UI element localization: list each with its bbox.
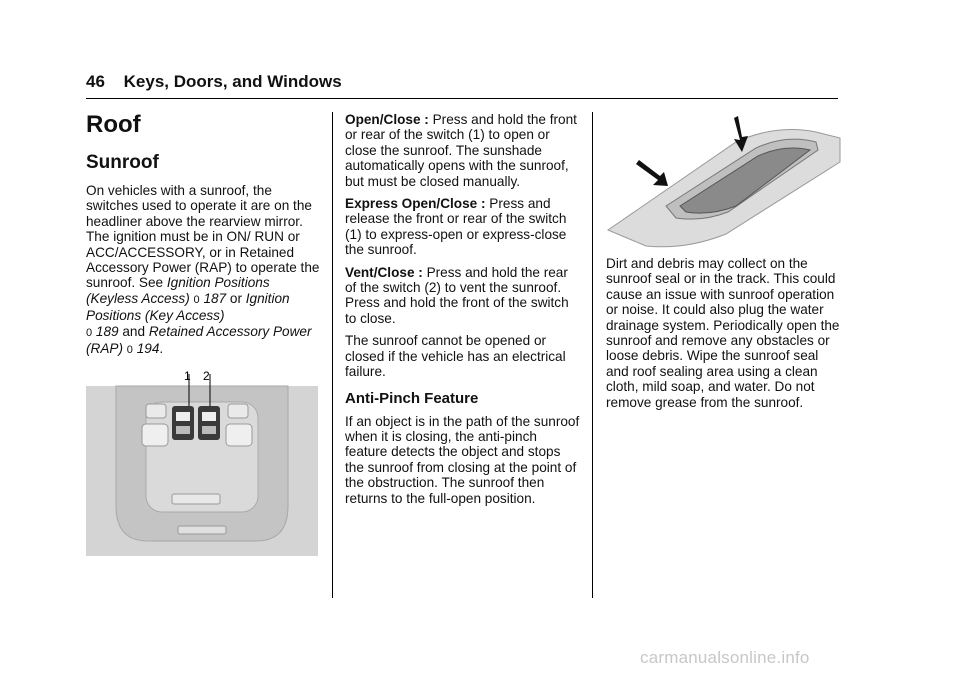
intro-text: On vehicles with a sunroof, the switches used to operate it are on the headliner above the rearview mirror. The ignition must be in ON/ RUN or ACC/ACCESSORY, or in Retained Accessory Power (RAP) to operate the sunroof. See: [86, 183, 320, 291]
open-close-label: Open/Close :: [345, 112, 429, 127]
sunroof-intro: [86, 183, 322, 358]
ref-page-194[interactable]: 194: [136, 341, 160, 357]
page-ref-arrow-icon: 0: [86, 326, 93, 339]
ref-keyless[interactable]: Ignition Positions (Keyless Access): [86, 275, 270, 306]
vent-para: [345, 265, 581, 327]
open-close-text: Press and hold the front or rear of the switch (1) to open or close the sunroof. The sunshade automatically opens with the sunroof, but must be closed manually.: [345, 112, 577, 189]
electrical-failure-para: The sunroof cannot be opened or closed if the vehicle has an electrical failure.: [345, 333, 566, 380]
sunroof-seal-figure: [606, 112, 842, 252]
heading-sunroof: Sunroof: [86, 152, 159, 173]
express-text: Press and release the front or rear of the switch (1) to express-open or express-close the sunroof.: [345, 196, 567, 258]
switch-2: [198, 406, 220, 440]
period: .: [159, 341, 164, 357]
watermark: carmanualsonline.info: [640, 648, 810, 667]
express-para: [345, 196, 581, 258]
label-1: 1: [184, 369, 191, 383]
arrow-left-icon: [636, 160, 668, 186]
column-2: [345, 112, 581, 513]
switch-1: [172, 406, 194, 440]
ref-key-access[interactable]: Ignition Positions (Key Access): [86, 290, 290, 324]
anti-pinch-para: If an object is in the path of the sunroof when it is closing, the anti-pinch feature detects the object and stops the sunroof from closing at the point of the obstruction. The sunroof then returns to the full-open position.: [345, 413, 580, 506]
ref-page-189[interactable]: 189: [95, 323, 119, 339]
column-3: [606, 256, 842, 417]
column-divider-1: [332, 112, 333, 598]
open-close-para: [345, 112, 581, 189]
page-ref-arrow-icon: 0: [193, 293, 200, 306]
header-rule: [86, 98, 838, 99]
ref-page-187[interactable]: 187: [203, 290, 227, 306]
page-number: 46: [86, 72, 105, 91]
vent-text: Press and hold the rear of the switch (2) to vent the sunroof. Press and hold the front of the switch to close.: [345, 264, 569, 326]
debris-para: Dirt and debris may collect on the sunroof seal or in the track. This could cause an issue with sunroof operation or noise. It could also plug the water drainage system. Periodically open the sunroof and remove any obstacles or loose debris. Wipe the sunroof seal and roof sealing area using a clean cloth, mild soap, and water. Do not remove grease from the sunroof.: [606, 256, 840, 410]
page-ref-arrow-icon: 0: [126, 344, 133, 357]
page-header: [86, 72, 342, 92]
section-title: Keys, Doors, and Windows: [123, 72, 342, 91]
column-1: [86, 112, 322, 365]
overhead-console-figure: [86, 366, 318, 556]
column-divider-2: [592, 112, 593, 598]
conj-or: or: [226, 290, 246, 306]
express-label: Express Open/Close :: [345, 196, 486, 212]
ref-rap[interactable]: Retained Accessory Power (RAP): [86, 323, 312, 357]
label-2: 2: [203, 369, 210, 383]
heading-roof: Roof: [86, 111, 141, 138]
heading-anti-pinch: Anti-Pinch Feature: [345, 389, 479, 407]
vent-label: Vent/Close :: [345, 264, 423, 280]
conj-and: and: [118, 323, 149, 339]
